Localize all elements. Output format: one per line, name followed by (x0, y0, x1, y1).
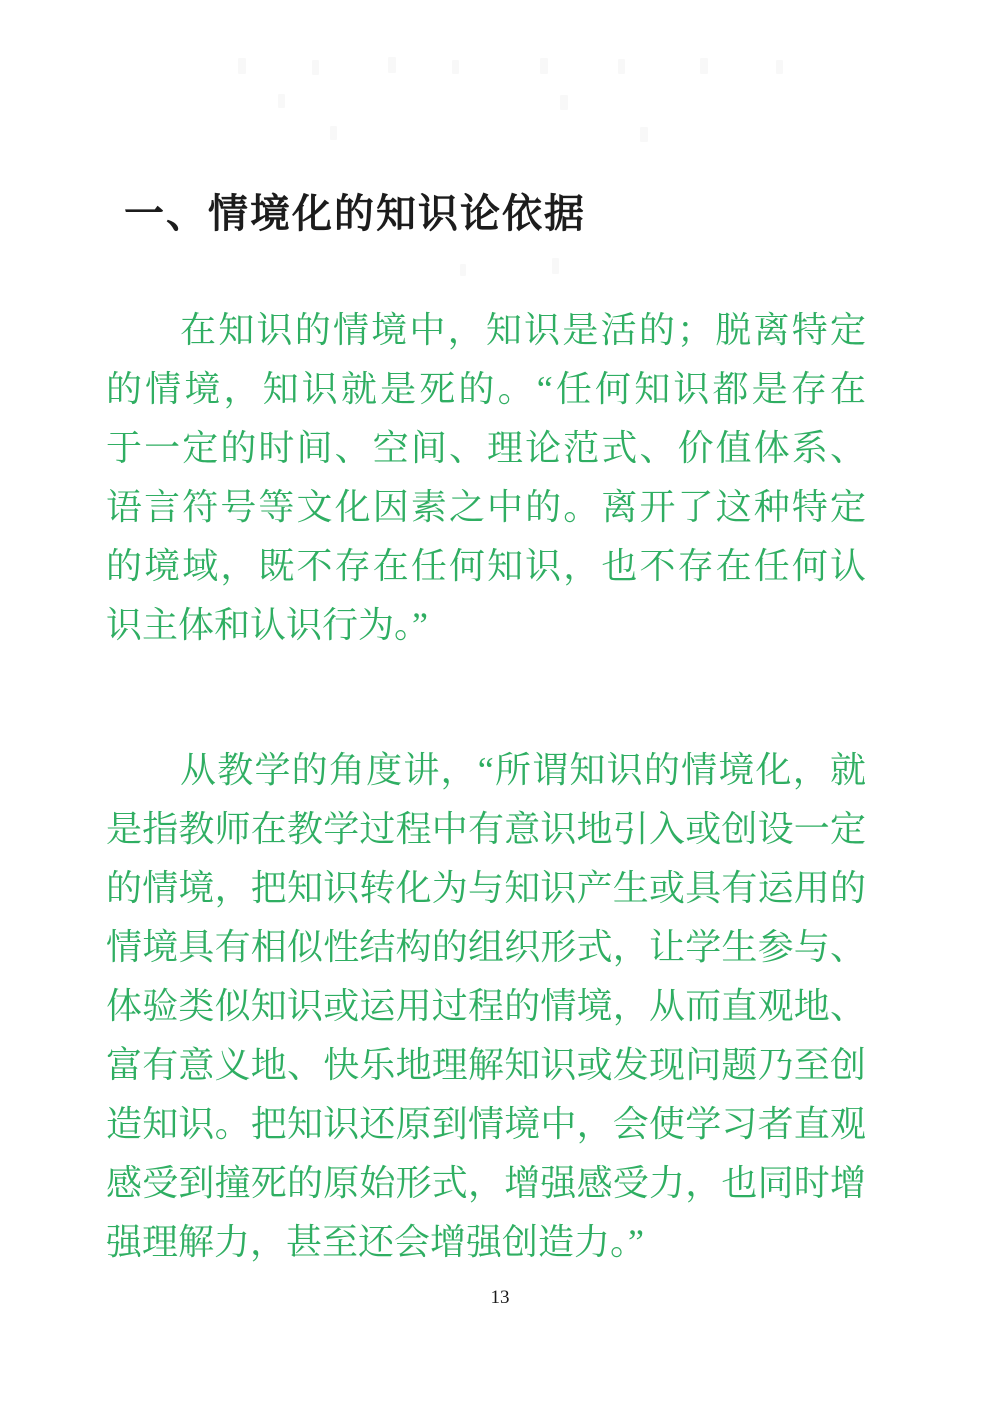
ghost-artifact (640, 127, 648, 142)
ghost-artifact (540, 58, 548, 74)
ghost-artifact (312, 60, 319, 75)
paragraph-line: 强理解力，甚至还会增强创造力。” (106, 1222, 644, 1262)
ghost-artifact (330, 126, 337, 140)
paragraph-line: 的情境，知识就是死的。“任何知识都是存在 (106, 369, 866, 409)
ghost-artifact (560, 95, 568, 110)
ghost-artifact (388, 57, 396, 73)
ghost-artifact (776, 60, 783, 74)
paragraph-line: 造知识。把知识还原到情境中，会使学习者直观 (106, 1104, 866, 1144)
paragraph-line: 富有意义地、快乐地理解知识或发现问题乃至创 (106, 1045, 866, 1085)
paragraph-line: 感受到撞死的原始形式，增强感受力，也同时增 (106, 1163, 866, 1203)
paragraph-line: 在知识的情境中，知识是活的；脱离特定 (180, 310, 866, 350)
ghost-artifact (452, 60, 459, 74)
ghost-artifact (552, 258, 559, 274)
paragraph-line: 的情境，把知识转化为与知识产生或具有运用的 (106, 868, 866, 908)
section-heading: 一、情境化的知识论依据 (124, 192, 586, 236)
paragraph-line: 从教学的角度讲，“所谓知识的情境化，就 (180, 750, 866, 790)
paragraph-line: 语言符号等文化因素之中的。离开了这种特定 (106, 487, 866, 527)
ghost-artifact (278, 94, 285, 108)
ghost-artifact (618, 59, 625, 74)
paragraph-line: 于一定的时间、空间、理论范式、价值体系、 (106, 428, 866, 468)
paragraph (106, 741, 866, 1272)
paragraph-line: 体验类似知识或运用过程的情境，从而直观地、 (106, 986, 866, 1026)
ghost-artifact (700, 58, 708, 74)
paragraph-line: 情境具有相似性结构的组织形式，让学生参与、 (106, 927, 866, 967)
ghost-artifact (460, 264, 466, 276)
paragraph-line: 识主体和认识行为。” (106, 605, 428, 645)
page-number: 13 (490, 1287, 510, 1308)
paragraph-line: 的境域，既不存在任何知识，也不存在任何认 (106, 546, 866, 586)
ghost-artifact (238, 58, 246, 74)
paragraph-line: 是指教师在教学过程中有意识地引入或创设一定 (106, 809, 866, 849)
paragraph (106, 301, 866, 655)
